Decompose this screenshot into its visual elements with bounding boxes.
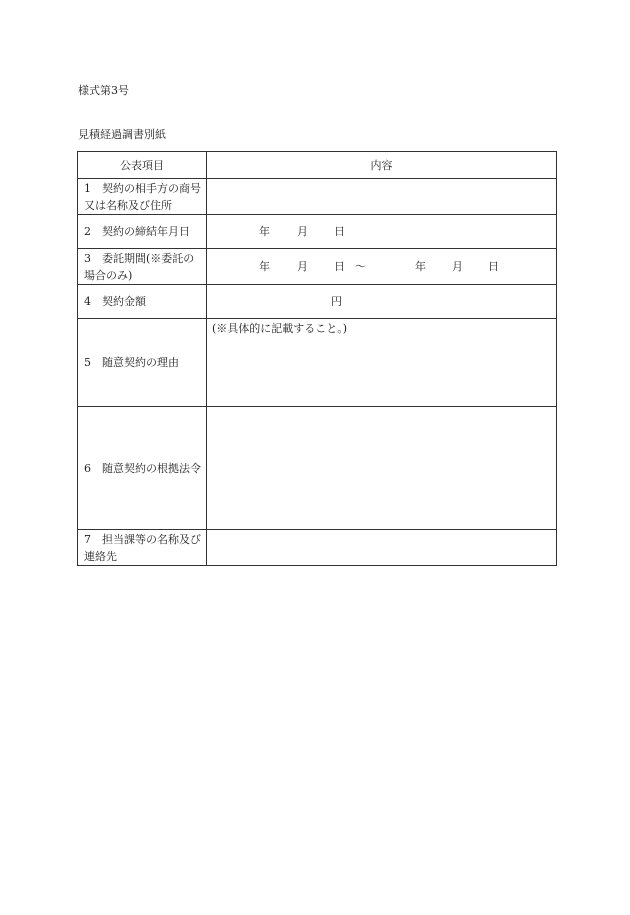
end-year-label: 年 — [415, 259, 426, 273]
table-header-row — [78, 152, 557, 179]
item-commission-period: 3 委託期間(※委託の場合のみ) — [78, 249, 207, 285]
item-contract-amount: 4 契約金額 — [78, 285, 207, 319]
content-department-contact[interactable] — [207, 530, 557, 566]
content-commission-period[interactable] — [207, 249, 557, 285]
day-label: 日 — [334, 224, 345, 238]
year-label: 年 — [259, 224, 270, 238]
content-contractor[interactable] — [207, 179, 557, 215]
month-label: 月 — [297, 224, 308, 238]
range-tilde: ～ — [355, 259, 366, 273]
disclosure-table — [77, 151, 557, 566]
content-contract-amount[interactable] — [207, 285, 557, 319]
item-contract-date: 2 契約の締結年月日 — [78, 215, 207, 249]
table-row — [78, 319, 557, 407]
content-reason[interactable] — [207, 319, 557, 407]
table-row — [78, 407, 557, 530]
table-row — [78, 215, 557, 249]
content-legal-basis[interactable] — [207, 407, 557, 530]
table-row — [78, 179, 557, 215]
table-row — [78, 530, 557, 566]
yen-label: 円 — [331, 294, 342, 308]
item-contractor: 1 契約の相手方の商号又は名称及び住所 — [78, 179, 207, 215]
table-row — [78, 285, 557, 319]
header-item: 公表項目 — [78, 152, 207, 179]
item-legal-basis: 6 随意契約の根拠法令 — [78, 407, 207, 530]
end-day-label: 日 — [488, 259, 499, 273]
form-number: 様式第3号 — [78, 84, 129, 97]
start-month-label: 月 — [297, 259, 308, 273]
start-day-label: 日 — [334, 259, 345, 273]
header-content: 内容 — [207, 152, 557, 179]
sheet-title: 見積経過調書別紙 — [78, 128, 166, 141]
content-contract-date[interactable] — [207, 215, 557, 249]
start-year-label: 年 — [259, 259, 270, 273]
reason-note: (※具体的に記載すること。) — [212, 322, 348, 335]
end-month-label: 月 — [452, 259, 463, 273]
item-reason: 5 随意契約の理由 — [78, 319, 207, 407]
item-department-contact: 7 担当課等の名称及び連絡先 — [78, 530, 207, 566]
table-row — [78, 249, 557, 285]
